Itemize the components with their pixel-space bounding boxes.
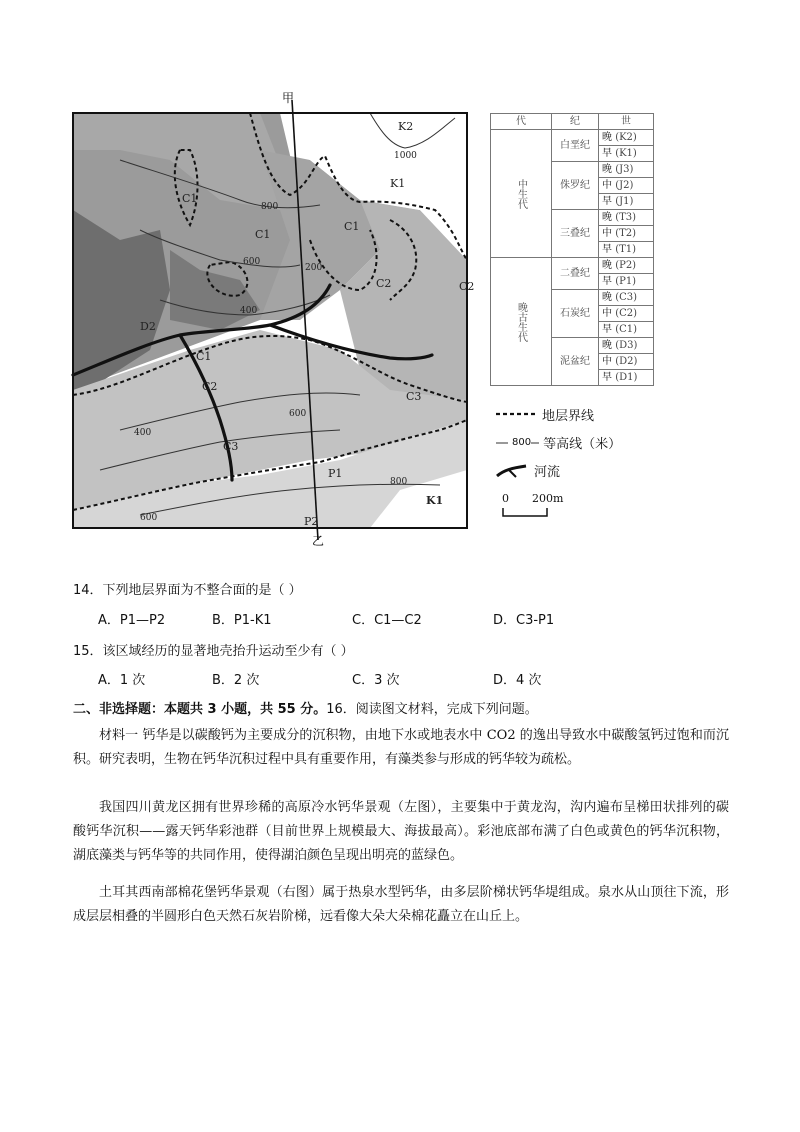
contour-label: 400 bbox=[240, 306, 258, 316]
era-cell: 晚古生代 bbox=[491, 258, 552, 386]
river-icon bbox=[494, 462, 530, 478]
epoch-cell: 晚 (C3) bbox=[599, 290, 654, 306]
contour-line-tail bbox=[531, 437, 539, 447]
option-b[interactable]: B．P1-K1 bbox=[212, 613, 272, 628]
epoch-cell: 中 (J2) bbox=[599, 178, 654, 194]
period-cell: 泥盆纪 bbox=[552, 338, 599, 386]
epoch-cell: 早 (C1) bbox=[599, 322, 654, 338]
period-cell: 二叠纪 bbox=[552, 258, 599, 290]
stratum-label: P1 bbox=[328, 467, 343, 480]
stratum-label: K1 bbox=[426, 494, 444, 507]
stratum-label: K2 bbox=[398, 120, 414, 133]
stratum-label: C2 bbox=[376, 277, 392, 290]
scale-bar bbox=[502, 492, 582, 522]
period-cell: 三叠纪 bbox=[552, 210, 599, 258]
dashed-line-icon bbox=[494, 409, 538, 419]
legend-river bbox=[494, 460, 560, 480]
section-title: 二、非选择题：本题共 3 小题，共 55 分。 bbox=[73, 702, 327, 717]
epoch-cell: 中 (D2) bbox=[599, 354, 654, 370]
section-end-label: 乙 bbox=[312, 534, 325, 548]
epoch-cell: 早 (J1) bbox=[599, 194, 654, 210]
material-paragraph-1: 材料一 钙华是以碳酸钙为主要成分的沉积物，由地下水或地表水中 CO2 的逸出导致水中碳酸氢钙过饱和而沉积。研究表明，生物在钙华沉积过程中具有重要作用，有藻类参与形成的钙华较为疏松。 bbox=[73, 728, 729, 767]
legend-river-label: 河流 bbox=[534, 464, 561, 480]
contour-label: 400 bbox=[134, 428, 152, 438]
stratum-label: C1 bbox=[182, 192, 198, 205]
stratum-label: D2 bbox=[140, 320, 156, 333]
legend-boundary-label: 地层界线 bbox=[542, 408, 595, 424]
stratum-label: C1 bbox=[255, 228, 271, 241]
legend-contour-label: 等高线（米） bbox=[543, 436, 622, 452]
epoch-cell: 早 (P1) bbox=[599, 274, 654, 290]
option-a[interactable]: A．P1—P2 bbox=[98, 613, 166, 628]
question-16-intro: 16．阅读图文材料，完成下列问题。 bbox=[326, 702, 538, 717]
option-c[interactable]: C．C1—C2 bbox=[352, 613, 422, 628]
question-15: 15．该区域经历的显著地壳抬升运动至少有（ ） bbox=[73, 644, 354, 659]
epoch-cell: 晚 (T3) bbox=[599, 210, 654, 226]
contour-label: 600 bbox=[140, 513, 158, 523]
question-14: 14．下列地层界面为不整合面的是（ ） bbox=[73, 583, 302, 598]
stratum-label: P2 bbox=[304, 515, 319, 528]
contour-line-icon bbox=[494, 437, 508, 447]
contour-label: 600 bbox=[243, 257, 261, 267]
epoch-cell: 晚 (J3) bbox=[599, 162, 654, 178]
period-cell: 侏罗纪 bbox=[552, 162, 599, 210]
epoch-cell: 中 (T2) bbox=[599, 226, 654, 242]
table-header: 代 bbox=[491, 114, 552, 130]
contour-label: 1000 bbox=[394, 151, 417, 161]
option-c[interactable]: C．3 次 bbox=[352, 673, 400, 688]
stratigraphic-table bbox=[490, 113, 654, 386]
epoch-cell: 早 (D1) bbox=[599, 370, 654, 386]
contour-label: 800 bbox=[390, 477, 408, 487]
stratum-label: C3 bbox=[223, 440, 239, 453]
geologic-map bbox=[60, 90, 480, 550]
period-cell: 石炭纪 bbox=[552, 290, 599, 338]
option-a[interactable]: A．1 次 bbox=[98, 673, 146, 688]
contour-label: 800 bbox=[261, 202, 279, 212]
section-heading bbox=[73, 698, 538, 717]
table-header: 纪 bbox=[552, 114, 599, 130]
scale-zero: 0 bbox=[502, 492, 509, 505]
period-cell: 白垩纪 bbox=[552, 130, 599, 162]
contour-label: 600 bbox=[289, 409, 307, 419]
legend-contour-sample: 800 bbox=[512, 436, 532, 448]
stratum-label: C2 bbox=[459, 280, 475, 293]
scale-value: 200m bbox=[532, 492, 564, 505]
epoch-cell: 晚 (K2) bbox=[599, 130, 654, 146]
epoch-cell: 中 (C2) bbox=[599, 306, 654, 322]
scale-bar-line bbox=[502, 506, 552, 518]
epoch-cell: 早 (K1) bbox=[599, 146, 654, 162]
epoch-cell: 早 (T1) bbox=[599, 242, 654, 258]
material-paragraph-3: 土耳其西南部棉花堡钙华景观（右图）属于热泉水型钙华，由多层阶梯状钙华堤组成。泉水从山顶往下流，形成层层相叠的半圆形白色天然石灰岩阶梯，远看像大朵大朵棉花矗立在山丘上。 bbox=[73, 885, 729, 924]
section-start-label: 甲 bbox=[282, 91, 295, 105]
stratum-label: C2 bbox=[202, 380, 218, 393]
option-b[interactable]: B．2 次 bbox=[212, 673, 260, 688]
table-header: 世 bbox=[599, 114, 654, 130]
legend-contour bbox=[494, 432, 621, 452]
era-cell: 中生代 bbox=[491, 130, 552, 258]
contour-label: 200 bbox=[305, 263, 323, 273]
stratum-label: C1 bbox=[196, 350, 212, 363]
stratum-label: C1 bbox=[344, 220, 360, 233]
epoch-cell: 晚 (D3) bbox=[599, 338, 654, 354]
stratum-label: C3 bbox=[406, 390, 422, 403]
option-d[interactable]: D．C3-P1 bbox=[493, 613, 555, 628]
epoch-cell: 晚 (P2) bbox=[599, 258, 654, 274]
option-d[interactable]: D．4 次 bbox=[493, 673, 542, 688]
legend-boundary bbox=[494, 404, 594, 424]
material-paragraph-2: 我国四川黄龙区拥有世界珍稀的高原冷水钙华景观（左图），主要集中于黄龙沟，沟内遍布呈梯田状排列的碳酸钙华沉积——露天钙华彩池群（目前世界上规模最大、海拔最高）。彩池底部布满了白色或黄色的钙华沉积物，湖底藻类与钙华等的共同作用，使得湖泊颜色呈现出明亮的蓝绿色。 bbox=[73, 800, 729, 863]
stratum-label: K1 bbox=[390, 177, 406, 190]
